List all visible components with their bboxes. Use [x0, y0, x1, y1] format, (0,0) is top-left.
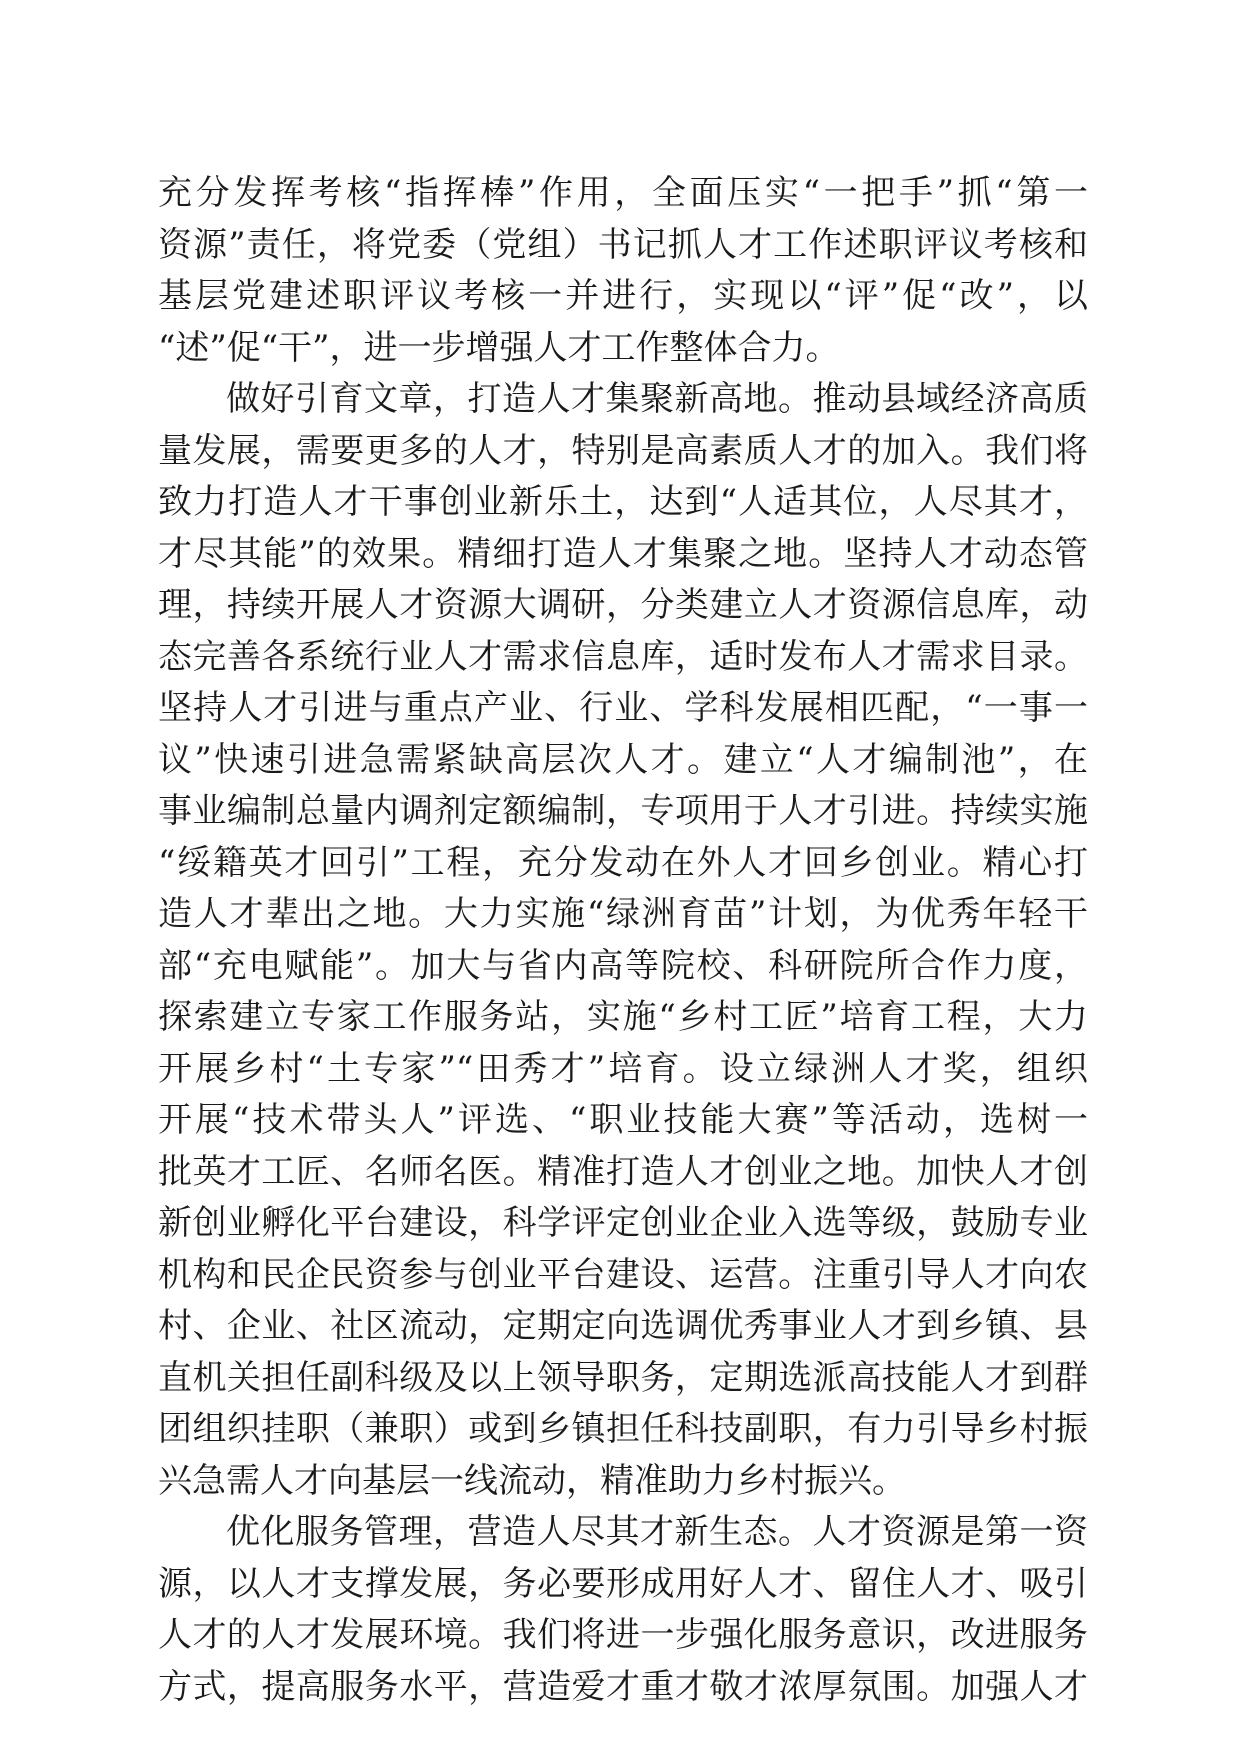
text-line: 优化服务管理，营造人尽其才新生态。人才资源是第一资 [226, 1512, 1088, 1552]
text-line: 方式，提高服务水平，营造爱才重才敬才浓厚氛围。加强人才 [158, 1666, 1088, 1707]
paragraph-1 [158, 168, 1088, 374]
text-line: 新创业孵化平台建设，科学评定创业企业入选等级，鼓励专业 [158, 1203, 1088, 1243]
text-line: 基层党建述职评议考核一并进行，实现以“评”促“改”，以 [158, 276, 1088, 316]
text-line: 批英才工匠、名师名医。精准打造人才创业之地。加快人才创 [158, 1151, 1088, 1192]
text-line: “绥籍英才回引”工程，充分发动在外人才回乡创业。精心打 [158, 842, 1088, 883]
text-line: 理，持续开展人才资源大调研，分类建立人才资源信息库，动 [158, 585, 1088, 625]
text-line: 量发展，需要更多的人才，特别是高素质人才的加入。我们将 [158, 430, 1088, 471]
text-line: 兴急需人才向基层一线流动，精准助力乡村振兴。 [158, 1460, 906, 1501]
text-line: 态完善各系统行业人才需求信息库，适时发布人才需求目录。 [158, 636, 1088, 677]
text-line: 机构和民企民资参与创业平台建设、运营。注重引导人才向农 [158, 1254, 1088, 1295]
text-line: 坚持人才引进与重点产业、行业、学科发展相匹配，“一事一 [158, 688, 1088, 728]
text-line: 造人才辈出之地。大力实施“绿洲育苗”计划，为优秀年轻干 [158, 894, 1088, 934]
text-line: 资源”责任，将党委（党组）书记抓人才工作述职评议考核和 [158, 224, 1088, 265]
text-line: 致力打造人才干事创业新乐土，达到“人适其位，人尽其才， [158, 482, 1088, 522]
text-line: 议”快速引进急需紧缺高层次人才。建立“人才编制池”，在 [158, 739, 1088, 780]
text-line: 直机关担任副科级及以上领导职务，定期选派高技能人才到群 [158, 1357, 1088, 1398]
paragraph-2 [158, 374, 1088, 1507]
text-line: 事业编制总量内调剂定额编制，专项用于人才引进。持续实施 [158, 791, 1088, 831]
text-line: 团组织挂职（兼职）或到乡镇担任科技副职，有力引导乡村振 [158, 1409, 1088, 1449]
text-line: 才尽其能”的效果。精细打造人才集聚之地。坚持人才动态管 [158, 533, 1088, 574]
text-line: 开展“技术带头人”评选、“职业技能大赛”等活动，选树一 [158, 1100, 1088, 1140]
text-line: 充分发挥考核“指挥棒”作用，全面压实“一把手”抓“第一 [158, 173, 1088, 213]
text-line: 开展乡村“土专家”“田秀才”培育。设立绿洲人才奖，组织 [158, 1048, 1088, 1089]
text-line: “述”促“干”，进一步增强人才工作整体合力。 [158, 327, 840, 368]
text-line: 做好引育文章，打造人才集聚新高地。推动县域经济高质 [226, 379, 1088, 419]
text-line: 人才的人才发展环境。我们将进一步强化服务意识，改进服务 [158, 1615, 1088, 1655]
document-page [158, 168, 1088, 1713]
text-line: 村、企业、社区流动，定期定向选调优秀事业人才到乡镇、县 [158, 1306, 1088, 1346]
text-line: 部“充电赋能”。加大与省内高等院校、科研院所合作力度， [158, 945, 1088, 986]
text-line: 源，以人才支撑发展，务必要形成用好人才、留住人才、吸引 [158, 1563, 1088, 1604]
paragraph-3 [158, 1507, 1088, 1713]
text-line: 探索建立专家工作服务站，实施“乡村工匠”培育工程，大力 [158, 997, 1088, 1037]
